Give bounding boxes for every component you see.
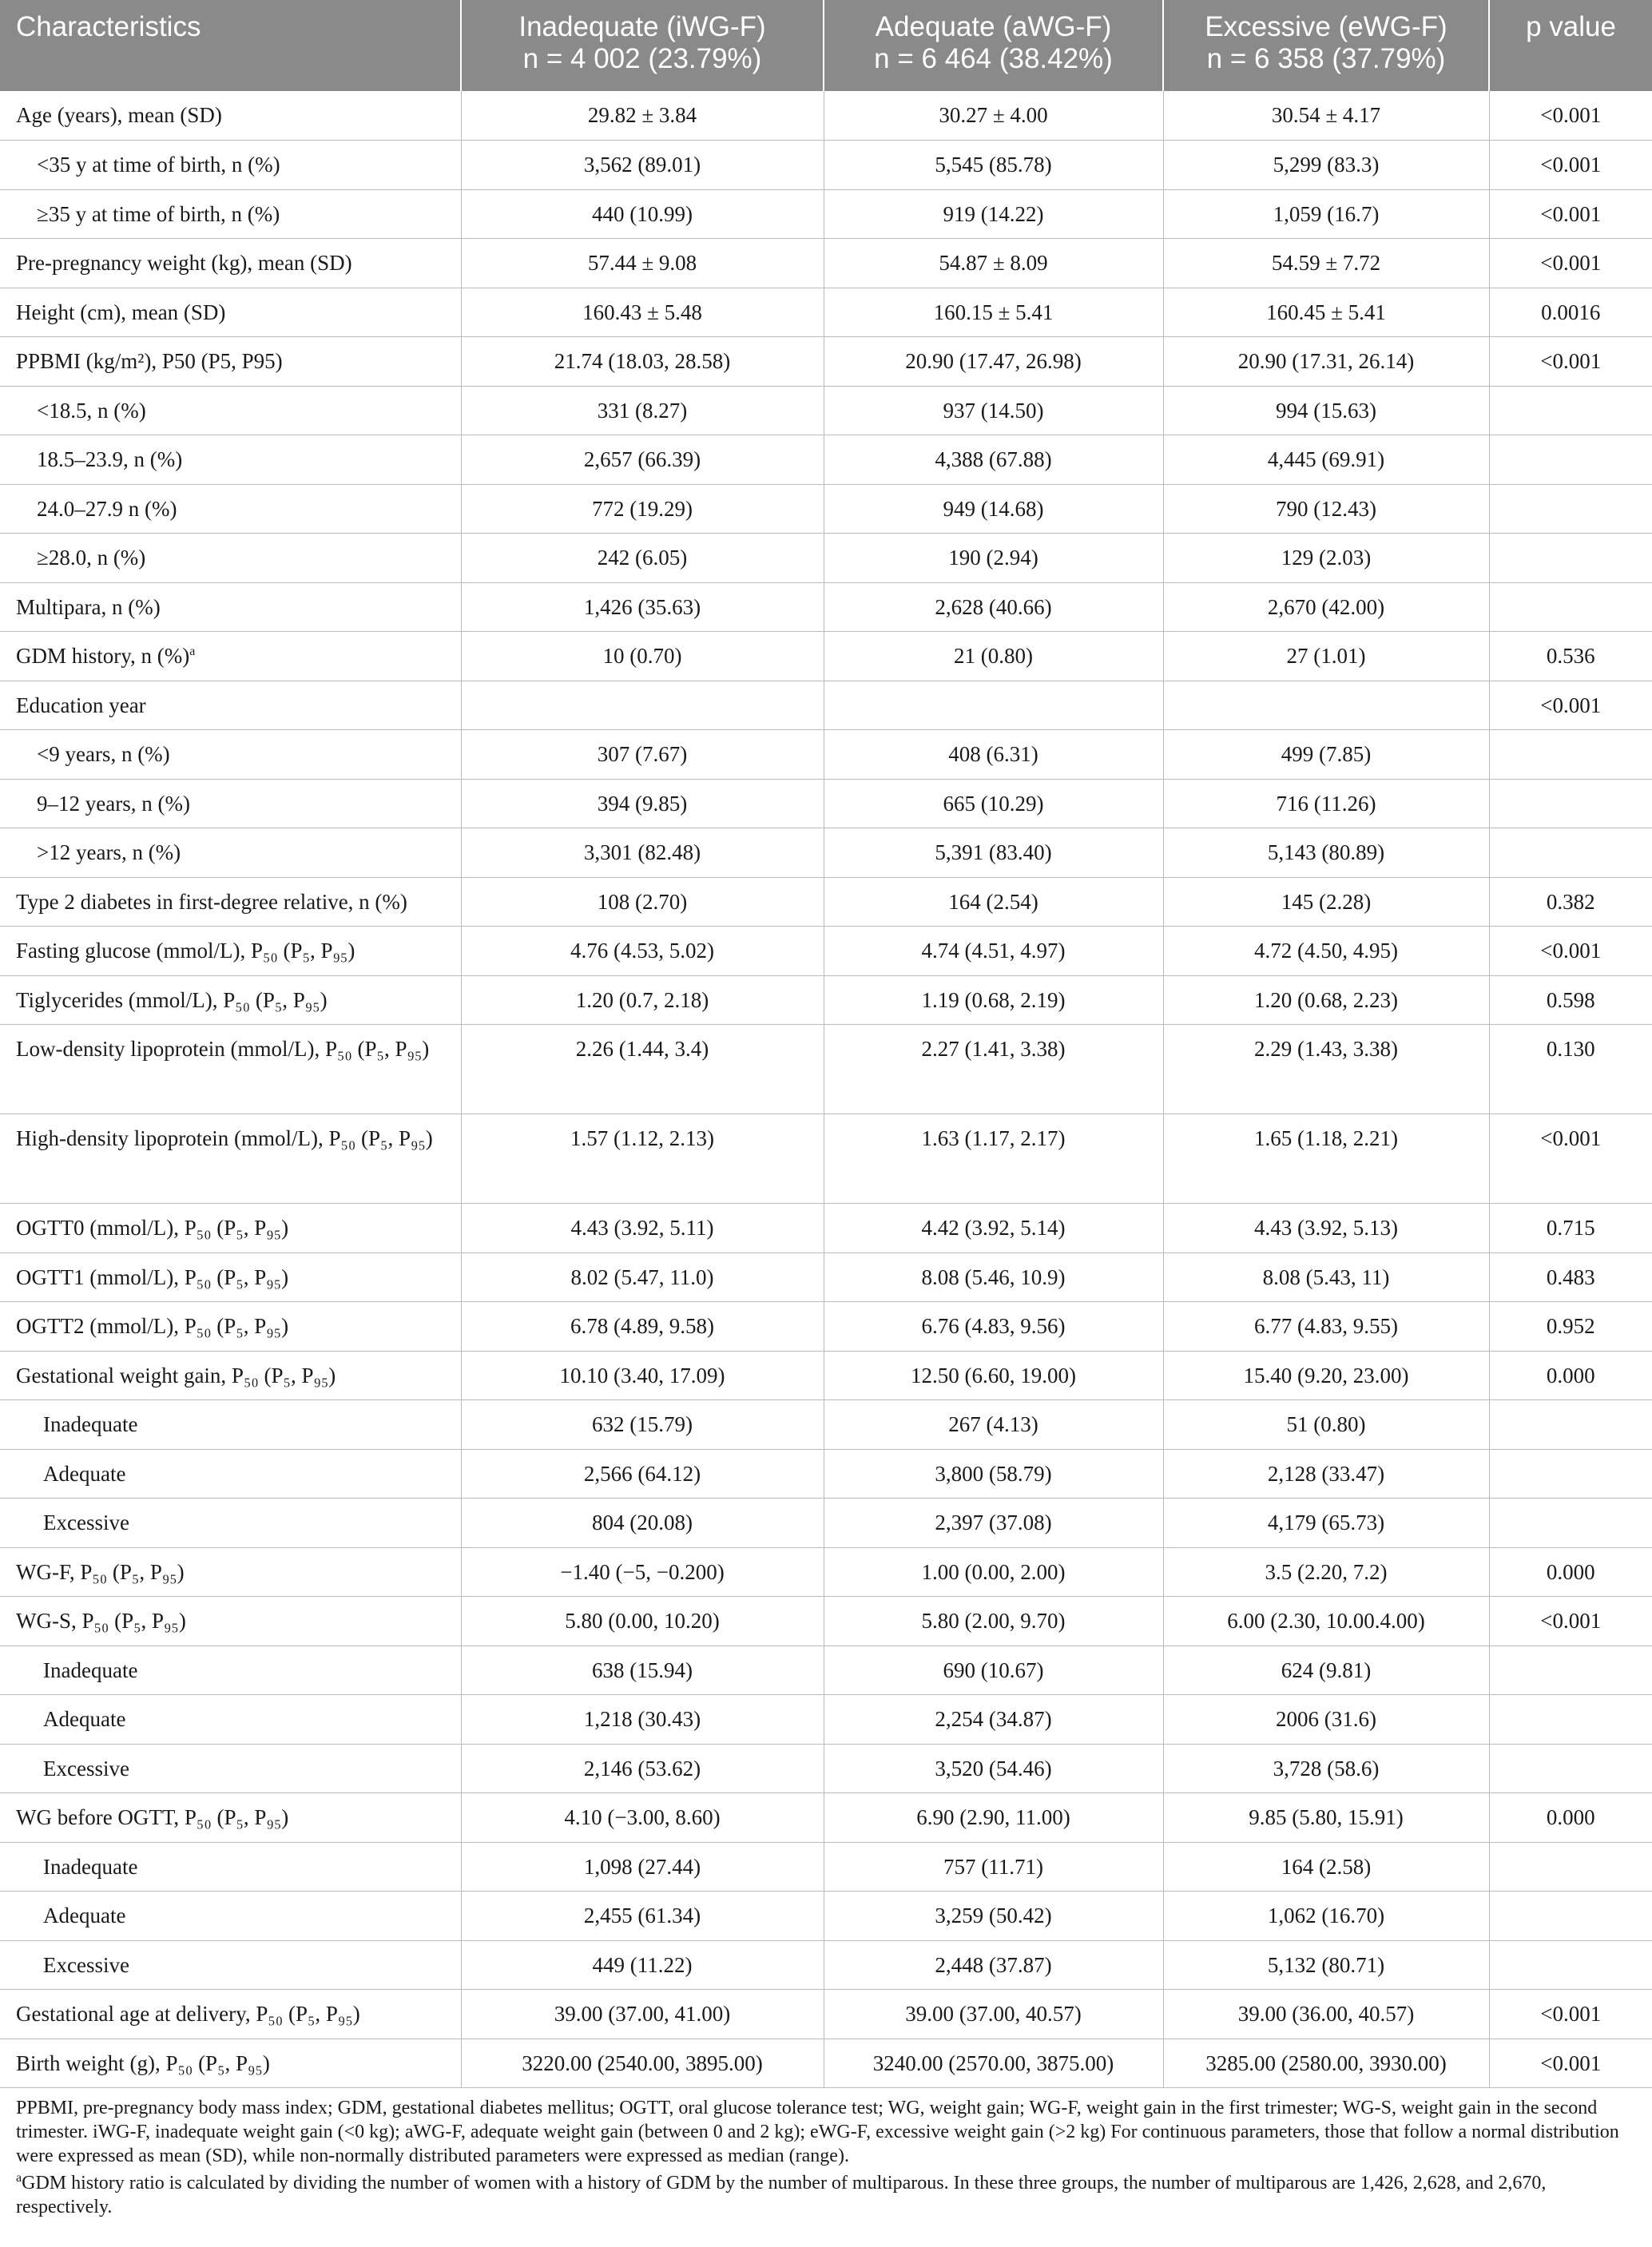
cell-adequate: 2.27 (1.41, 3.38) [824, 1025, 1163, 1114]
cell-adequate: 3,520 (54.46) [824, 1744, 1163, 1793]
row-label-text: 18.5–23.9, n (%) [37, 447, 183, 471]
cell-adequate: 937 (14.50) [824, 386, 1163, 435]
table-row [0, 828, 1652, 878]
cell-p-value: <0.001 [1489, 239, 1652, 288]
row-label [0, 386, 461, 435]
table-row [0, 1744, 1652, 1793]
cell-excessive: 994 (15.63) [1163, 386, 1489, 435]
cell-inadequate: 1.20 (0.7, 2.18) [461, 975, 824, 1025]
cell-excessive: 6.77 (4.83, 9.55) [1163, 1302, 1489, 1352]
cell-excessive [1163, 681, 1489, 730]
cell-inadequate: −1.40 (−5, −0.200) [461, 1547, 824, 1597]
cell-inadequate: 39.00 (37.00, 41.00) [461, 1990, 824, 2039]
row-label-text: Fasting glucose (mmol/L), P₅₀ (P₅, P₉₅) [16, 939, 355, 963]
cell-excessive: 8.08 (5.43, 11) [1163, 1253, 1489, 1302]
cell-p-value: <0.001 [1489, 91, 1652, 141]
row-label-text: >12 years, n (%) [37, 840, 181, 864]
cell-inadequate: 4.43 (3.92, 5.11) [461, 1204, 824, 1253]
table-row [0, 1351, 1652, 1400]
table-row [0, 1114, 1652, 1204]
row-label [0, 1793, 461, 1843]
row-label-text: Low-density lipoprotein (mmol/L), P₅₀ (P₅, P₉₅) [16, 1037, 430, 1061]
cell-p-value [1489, 779, 1652, 828]
row-label-text: <18.5, n (%) [37, 398, 146, 423]
footnote-gdm-text: GDM history ratio is calculated by dividing the number of women with a history of GDM by the number of multiparous. In these three groups, the number of multiparous are 1,426, 2,628, and 2,670, respectively. [16, 2173, 1547, 2217]
cell-inadequate: 1,218 (30.43) [461, 1695, 824, 1745]
cell-excessive: 15.40 (9.20, 23.00) [1163, 1351, 1489, 1400]
cell-p-value [1489, 1892, 1652, 1941]
row-label-text: OGTT1 (mmol/L), P₅₀ (P₅, P₉₅) [16, 1264, 289, 1289]
row-label [0, 435, 461, 485]
row-label [0, 1646, 461, 1695]
table-row [0, 435, 1652, 485]
cell-inadequate [461, 681, 824, 730]
table-row [0, 1793, 1652, 1843]
cell-excessive: 51 (0.80) [1163, 1400, 1489, 1450]
cell-p-value [1489, 1842, 1652, 1892]
table-row [0, 1400, 1652, 1450]
table-row [0, 1990, 1652, 2039]
row-label-text: WG before OGTT, P₅₀ (P₅, P₉₅) [16, 1805, 289, 1829]
cell-excessive: 2,670 (42.00) [1163, 582, 1489, 632]
row-label-text: Type 2 diabetes in first-degree relative, n (%) [16, 889, 407, 914]
cell-inadequate: 440 (10.99) [461, 189, 824, 239]
cell-inadequate: 160.43 ± 5.48 [461, 288, 824, 337]
cell-p-value [1489, 1695, 1652, 1745]
cell-inadequate: 638 (15.94) [461, 1646, 824, 1695]
cell-inadequate: 3220.00 (2540.00, 3895.00) [461, 2039, 824, 2088]
table-row [0, 386, 1652, 435]
cell-adequate: 2,448 (37.87) [824, 1940, 1163, 1990]
row-label [0, 730, 461, 780]
cell-p-value: <0.001 [1489, 1114, 1652, 1204]
table-row [0, 239, 1652, 288]
cell-excessive: 4,179 (65.73) [1163, 1499, 1489, 1548]
cell-inadequate: 2,657 (66.39) [461, 435, 824, 485]
header-adequate: Adequate (aWG-F) n = 6 464 (38.42%) [824, 0, 1163, 91]
row-label-text: 24.0–27.9 n (%) [37, 496, 177, 521]
cell-excessive: 30.54 ± 4.17 [1163, 91, 1489, 141]
cell-adequate: 5.80 (2.00, 9.70) [824, 1597, 1163, 1646]
row-label [0, 1744, 461, 1793]
row-label [0, 632, 461, 681]
table-row [0, 141, 1652, 190]
cell-inadequate: 772 (19.29) [461, 484, 824, 534]
cell-adequate: 1.19 (0.68, 2.19) [824, 975, 1163, 1025]
row-footnote-marker: a [189, 645, 196, 658]
cell-inadequate: 4.76 (4.53, 5.02) [461, 927, 824, 976]
cell-excessive: 716 (11.26) [1163, 779, 1489, 828]
table-row [0, 681, 1652, 730]
cell-p-value [1489, 1449, 1652, 1499]
cell-p-value [1489, 435, 1652, 485]
cell-inadequate: 307 (7.67) [461, 730, 824, 780]
cell-adequate: 3,800 (58.79) [824, 1449, 1163, 1499]
cell-excessive: 4.43 (3.92, 5.13) [1163, 1204, 1489, 1253]
cell-adequate: 39.00 (37.00, 40.57) [824, 1990, 1163, 2039]
cell-p-value [1489, 484, 1652, 534]
cell-p-value: 0.536 [1489, 632, 1652, 681]
header-excessive: Excessive (eWG-F) n = 6 358 (37.79%) [1163, 0, 1489, 91]
table-row [0, 1842, 1652, 1892]
cell-adequate: 267 (4.13) [824, 1400, 1163, 1450]
cell-inadequate: 10 (0.70) [461, 632, 824, 681]
cell-p-value: <0.001 [1489, 927, 1652, 976]
cell-inadequate: 29.82 ± 3.84 [461, 91, 824, 141]
table-row [0, 1892, 1652, 1941]
cell-inadequate: 1,098 (27.44) [461, 1842, 824, 1892]
cell-p-value [1489, 1499, 1652, 1548]
cell-inadequate: 108 (2.70) [461, 877, 824, 927]
row-label-text: OGTT0 (mmol/L), P₅₀ (P₅, P₉₅) [16, 1216, 289, 1240]
row-label-text: Excessive [43, 1952, 129, 1977]
row-label [0, 534, 461, 583]
cell-adequate: 665 (10.29) [824, 779, 1163, 828]
cell-excessive: 27 (1.01) [1163, 632, 1489, 681]
cell-excessive: 5,132 (80.71) [1163, 1940, 1489, 1990]
footnote-marker: a [16, 2171, 22, 2185]
cell-p-value: <0.001 [1489, 681, 1652, 730]
cell-inadequate: 2,566 (64.12) [461, 1449, 824, 1499]
row-label [0, 1892, 461, 1941]
table-row [0, 877, 1652, 927]
table-row [0, 1449, 1652, 1499]
row-label-text: Inadequate [43, 1412, 138, 1436]
table-row [0, 1547, 1652, 1597]
cell-excessive: 39.00 (36.00, 40.57) [1163, 1990, 1489, 2039]
row-label [0, 141, 461, 190]
row-label-text: 9–12 years, n (%) [37, 791, 190, 816]
cell-adequate: 164 (2.54) [824, 877, 1163, 927]
header-inadequate: Inadequate (iWG-F) n = 4 002 (23.79%) [461, 0, 824, 91]
table-row [0, 1940, 1652, 1990]
cell-p-value: 0.000 [1489, 1351, 1652, 1400]
cell-excessive: 624 (9.81) [1163, 1646, 1489, 1695]
cell-inadequate: 1.57 (1.12, 2.13) [461, 1114, 824, 1204]
cell-adequate: 4.42 (3.92, 5.14) [824, 1204, 1163, 1253]
row-label-text: Birth weight (g), P₅₀ (P₅, P₉₅) [16, 2050, 270, 2075]
cell-adequate: 757 (11.71) [824, 1842, 1163, 1892]
cell-excessive: 790 (12.43) [1163, 484, 1489, 534]
cell-p-value: 0.382 [1489, 877, 1652, 927]
cell-excessive: 4.72 (4.50, 4.95) [1163, 927, 1489, 976]
row-label [0, 1302, 461, 1352]
row-label [0, 1547, 461, 1597]
cell-p-value [1489, 582, 1652, 632]
cell-adequate: 1.63 (1.17, 2.17) [824, 1114, 1163, 1204]
cell-adequate: 2,397 (37.08) [824, 1499, 1163, 1548]
cell-p-value [1489, 1744, 1652, 1793]
cell-adequate: 6.76 (4.83, 9.56) [824, 1302, 1163, 1352]
table-row [0, 1695, 1652, 1745]
row-label [0, 1253, 461, 1302]
row-label-text: Adequate [43, 1904, 126, 1927]
row-label-text: Excessive [43, 1511, 129, 1534]
cell-inadequate: 804 (20.08) [461, 1499, 824, 1548]
cell-excessive: 4,445 (69.91) [1163, 435, 1489, 485]
table-row [0, 534, 1652, 583]
cell-inadequate: 2,455 (61.34) [461, 1892, 824, 1941]
cell-p-value: <0.001 [1489, 1990, 1652, 2039]
row-label [0, 975, 461, 1025]
cell-excessive: 2,128 (33.47) [1163, 1449, 1489, 1499]
table-row [0, 1204, 1652, 1253]
row-label-text: <9 years, n (%) [37, 742, 170, 766]
cell-adequate: 4,388 (67.88) [824, 435, 1163, 485]
row-label [0, 1940, 461, 1990]
header-p-value: p value [1526, 11, 1616, 42]
cell-p-value [1489, 1940, 1652, 1990]
cell-p-value [1489, 1400, 1652, 1450]
row-label-text: Inadequate [43, 1854, 138, 1879]
cell-p-value: <0.001 [1489, 141, 1652, 190]
table-row [0, 927, 1652, 976]
cell-excessive: 129 (2.03) [1163, 534, 1489, 583]
cell-p-value: <0.001 [1489, 337, 1652, 387]
cell-excessive: 1,062 (16.70) [1163, 1892, 1489, 1941]
row-label [0, 1351, 461, 1400]
row-label [0, 1695, 461, 1745]
row-label [0, 239, 461, 288]
table-row [0, 1302, 1652, 1352]
cell-p-value: <0.001 [1489, 189, 1652, 239]
cell-inadequate: 1,426 (35.63) [461, 582, 824, 632]
cell-inadequate: 21.74 (18.03, 28.58) [461, 337, 824, 387]
cell-excessive: 5,143 (80.89) [1163, 828, 1489, 878]
cell-excessive: 1.20 (0.68, 2.23) [1163, 975, 1489, 1025]
cell-excessive: 164 (2.58) [1163, 1842, 1489, 1892]
row-label [0, 91, 461, 141]
cell-p-value: 0.000 [1489, 1793, 1652, 1843]
table-body [0, 91, 1652, 2088]
row-label-text: Multipara, n (%) [16, 594, 161, 619]
cell-adequate: 5,545 (85.78) [824, 141, 1163, 190]
table-header-row [0, 0, 1652, 91]
cell-inadequate: 2.26 (1.44, 3.4) [461, 1025, 824, 1114]
cell-excessive: 3285.00 (2580.00, 3930.00) [1163, 2039, 1489, 2088]
cell-excessive: 1.65 (1.18, 2.21) [1163, 1114, 1489, 1204]
cell-excessive: 5,299 (83.3) [1163, 141, 1489, 190]
cell-excessive: 20.90 (17.31, 26.14) [1163, 337, 1489, 387]
row-label [0, 681, 461, 730]
cell-inadequate: 3,301 (82.48) [461, 828, 824, 878]
row-label-text: High-density lipoprotein (mmol/L), P₅₀ (P₅, P₉₅) [16, 1126, 433, 1150]
cell-adequate: 21 (0.80) [824, 632, 1163, 681]
table-row [0, 730, 1652, 780]
cell-adequate: 54.87 ± 8.09 [824, 239, 1163, 288]
row-label [0, 337, 461, 387]
cell-inadequate: 449 (11.22) [461, 1940, 824, 1990]
cell-adequate: 408 (6.31) [824, 730, 1163, 780]
cell-adequate: 1.00 (0.00, 2.00) [824, 1547, 1163, 1597]
cell-excessive: 160.45 ± 5.41 [1163, 288, 1489, 337]
footnote-abbreviations: PPBMI, pre-pregnancy body mass index; GDM, gestational diabetes mellitus; OGTT, oral glucose tolerance test; WG, weight gain; WG-F, weight gain in the first trimester; WG-S, weight gain in the second trimester. iWG-F, inadequate weight gain (<0 kg); aWG-F, adequate weight gain (between 0 and 2 kg); eWG-F, excessive weight gain (>2 kg) For continuous parameters, those that follow a normal distribution were expressed as mean (SD), while non-normally distributed parameters were expressed as median (range). [16, 2098, 1619, 2166]
cell-adequate: 8.08 (5.46, 10.9) [824, 1253, 1163, 1302]
row-label-text: Gestational weight gain, P₅₀ (P₅, P₉₅) [16, 1363, 336, 1388]
row-label-text: Height (cm), mean (SD) [16, 300, 226, 324]
cell-inadequate: 5.80 (0.00, 10.20) [461, 1597, 824, 1646]
table-row [0, 2039, 1652, 2088]
cell-p-value [1489, 386, 1652, 435]
table-row [0, 1597, 1652, 1646]
row-label [0, 1449, 461, 1499]
cell-adequate: 919 (14.22) [824, 189, 1163, 239]
cell-p-value: 0.0016 [1489, 288, 1652, 337]
row-label-text: WG-F, P₅₀ (P₅, P₉₅) [16, 1559, 185, 1584]
row-label-text: <35 y at time of birth, n (%) [37, 153, 280, 177]
cell-excessive: 6.00 (2.30, 10.00.4.00) [1163, 1597, 1489, 1646]
row-label [0, 189, 461, 239]
cell-inadequate: 57.44 ± 9.08 [461, 239, 824, 288]
cell-inadequate: 632 (15.79) [461, 1400, 824, 1450]
row-label-text: Adequate [43, 1707, 126, 1731]
row-label [0, 1990, 461, 2039]
cell-excessive: 3.5 (2.20, 7.2) [1163, 1547, 1489, 1597]
row-label [0, 1204, 461, 1253]
row-label [0, 2039, 461, 2088]
cell-inadequate: 331 (8.27) [461, 386, 824, 435]
row-label [0, 582, 461, 632]
row-label [0, 1025, 461, 1114]
row-label-text: Age (years), mean (SD) [16, 103, 222, 127]
table-row [0, 337, 1652, 387]
cell-inadequate: 10.10 (3.40, 17.09) [461, 1351, 824, 1400]
header-characteristics: Characteristics [0, 0, 461, 91]
row-label-text: Inadequate [43, 1657, 138, 1682]
row-label [0, 1842, 461, 1892]
row-label-text: OGTT2 (mmol/L), P₅₀ (P₅, P₉₅) [16, 1314, 289, 1338]
row-label [0, 1597, 461, 1646]
cell-p-value [1489, 828, 1652, 878]
cell-adequate: 690 (10.67) [824, 1646, 1163, 1695]
row-label [0, 779, 461, 828]
cell-excessive: 499 (7.85) [1163, 730, 1489, 780]
row-label [0, 1114, 461, 1204]
cell-adequate: 12.50 (6.60, 19.00) [824, 1351, 1163, 1400]
cell-p-value: 0.715 [1489, 1204, 1652, 1253]
cell-adequate: 2,628 (40.66) [824, 582, 1163, 632]
row-label [0, 484, 461, 534]
cell-inadequate: 242 (6.05) [461, 534, 824, 583]
cell-inadequate: 394 (9.85) [461, 779, 824, 828]
row-label-text: PPBMI (kg/m²), P50 (P5, P95) [16, 349, 283, 373]
cell-adequate: 160.15 ± 5.41 [824, 288, 1163, 337]
row-label-text: ≥35 y at time of birth, n (%) [37, 201, 280, 226]
cell-p-value: 0.483 [1489, 1253, 1652, 1302]
cell-p-value: <0.001 [1489, 1597, 1652, 1646]
row-label-text: WG-S, P₅₀ (P₅, P₉₅) [16, 1609, 186, 1633]
table-row [0, 582, 1652, 632]
cell-adequate: 949 (14.68) [824, 484, 1163, 534]
table-row [0, 91, 1652, 141]
row-label-text: Pre-pregnancy weight (kg), mean (SD) [16, 251, 352, 275]
row-label [0, 828, 461, 878]
table-row [0, 1025, 1652, 1114]
cell-p-value [1489, 534, 1652, 583]
cell-excessive: 145 (2.28) [1163, 877, 1489, 927]
row-label-text: Tiglycerides (mmol/L), P₅₀ (P₅, P₉₅) [16, 987, 328, 1012]
cell-p-value: 0.000 [1489, 1547, 1652, 1597]
cell-p-value: 0.130 [1489, 1025, 1652, 1114]
cell-adequate: 20.90 (17.47, 26.98) [824, 337, 1163, 387]
row-label-text: Adequate [43, 1461, 126, 1486]
row-label-text: ≥28.0, n (%) [37, 546, 146, 570]
table-row [0, 975, 1652, 1025]
row-label [0, 1499, 461, 1548]
cell-p-value [1489, 730, 1652, 780]
cell-adequate: 190 (2.94) [824, 534, 1163, 583]
cell-adequate [824, 681, 1163, 730]
table-row [0, 1253, 1652, 1302]
cell-excessive: 3,728 (58.6) [1163, 1744, 1489, 1793]
table-row [0, 1499, 1652, 1548]
row-label-text: Education year [16, 693, 146, 717]
row-label-text: Gestational age at delivery, P₅₀ (P₅, P₉₅) [16, 2002, 360, 2026]
cell-adequate: 5,391 (83.40) [824, 828, 1163, 878]
cell-excessive: 2006 (31.6) [1163, 1695, 1489, 1745]
cell-excessive: 2.29 (1.43, 3.38) [1163, 1025, 1489, 1114]
table-row [0, 484, 1652, 534]
row-label-text: GDM history, n (%) [16, 644, 190, 668]
cell-excessive: 54.59 ± 7.72 [1163, 239, 1489, 288]
table-row [0, 1646, 1652, 1695]
row-label [0, 288, 461, 337]
cell-adequate: 3240.00 (2570.00, 3875.00) [824, 2039, 1163, 2088]
cell-inadequate: 4.10 (−3.00, 8.60) [461, 1793, 824, 1843]
cell-inadequate: 8.02 (5.47, 11.0) [461, 1253, 824, 1302]
cell-excessive: 1,059 (16.7) [1163, 189, 1489, 239]
cell-p-value: 0.952 [1489, 1302, 1652, 1352]
cell-inadequate: 3,562 (89.01) [461, 141, 824, 190]
table-row [0, 632, 1652, 681]
cell-adequate: 2,254 (34.87) [824, 1695, 1163, 1745]
row-label [0, 1400, 461, 1450]
cell-p-value: <0.001 [1489, 2039, 1652, 2088]
table-row [0, 189, 1652, 239]
row-label [0, 877, 461, 927]
row-label-text: Excessive [43, 1756, 129, 1781]
cell-inadequate: 2,146 (53.62) [461, 1744, 824, 1793]
cell-p-value: 0.598 [1489, 975, 1652, 1025]
cell-p-value [1489, 1646, 1652, 1695]
cell-adequate: 4.74 (4.51, 4.97) [824, 927, 1163, 976]
table-row [0, 779, 1652, 828]
footnote-gdm [0, 2171, 1652, 2219]
cell-excessive: 9.85 (5.80, 15.91) [1163, 1793, 1489, 1843]
table-row [0, 288, 1652, 337]
cell-adequate: 3,259 (50.42) [824, 1892, 1163, 1941]
cell-inadequate: 6.78 (4.89, 9.58) [461, 1302, 824, 1352]
cell-adequate: 30.27 ± 4.00 [824, 91, 1163, 141]
row-label [0, 927, 461, 976]
cell-adequate: 6.90 (2.90, 11.00) [824, 1793, 1163, 1843]
